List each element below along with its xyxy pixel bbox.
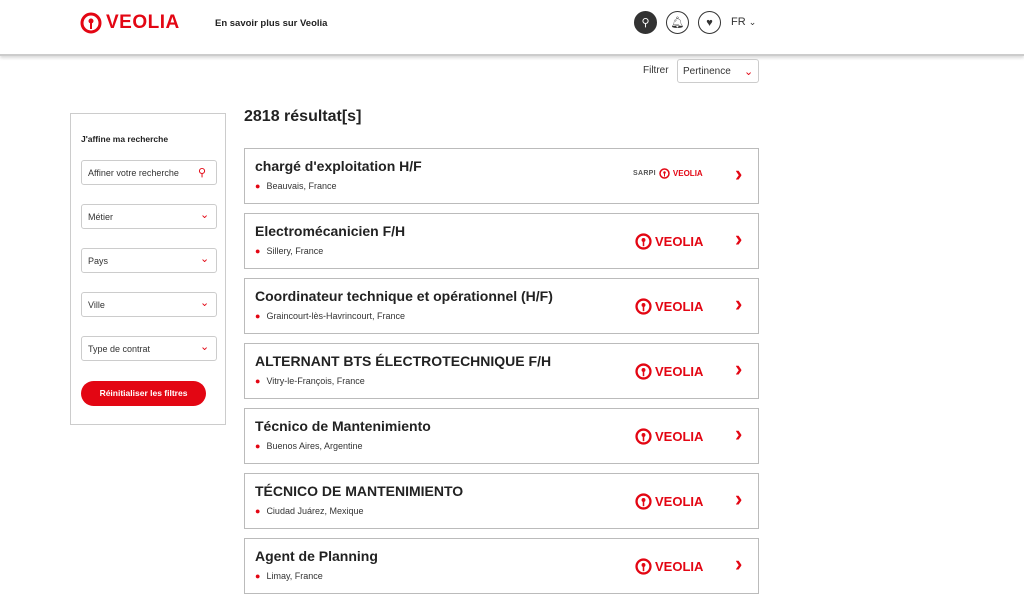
job-card[interactable] bbox=[244, 278, 759, 334]
veolia-logo-icon bbox=[635, 493, 652, 510]
veolia-logo-icon bbox=[80, 12, 102, 34]
search-placeholder: Affiner votre recherche bbox=[88, 168, 179, 178]
job-location bbox=[255, 376, 365, 386]
chevron-right-icon[interactable]: › bbox=[735, 291, 743, 316]
veolia-wordmark: VEOLIA bbox=[655, 364, 704, 379]
site-header bbox=[0, 0, 1024, 56]
job-location bbox=[255, 506, 364, 516]
job-title[interactable]: Técnico de Mantenimiento bbox=[255, 418, 431, 434]
veolia-wordmark: VEOLIA bbox=[655, 299, 704, 314]
filter-sidebar bbox=[70, 113, 226, 425]
location-text: Sillery, France bbox=[266, 246, 324, 256]
job-card[interactable] bbox=[244, 213, 759, 269]
chevron-down-icon: ⌄ bbox=[200, 341, 210, 353]
veolia-logo-icon bbox=[635, 428, 652, 445]
filter-label: Métier bbox=[88, 212, 114, 222]
job-title[interactable]: TÉCNICO DE MANTENIMIENTO bbox=[255, 483, 464, 499]
refine-search-input[interactable] bbox=[81, 160, 217, 185]
brand-name: VEOLIA bbox=[106, 12, 180, 33]
company-logo bbox=[635, 428, 703, 445]
chevron-right-icon[interactable]: › bbox=[735, 226, 743, 251]
veolia-logo-icon bbox=[635, 233, 652, 250]
job-title[interactable]: Electromécanicien F/H bbox=[255, 223, 406, 239]
location-pin-icon: ● bbox=[255, 376, 261, 386]
location-text: Limay, France bbox=[266, 571, 323, 581]
chevron-right-icon[interactable]: › bbox=[735, 421, 743, 446]
filter-ville[interactable] bbox=[81, 292, 217, 317]
job-card[interactable] bbox=[244, 538, 759, 594]
sort-value: Pertinence bbox=[683, 66, 731, 77]
company-logo bbox=[635, 298, 703, 315]
favorites-button[interactable] bbox=[698, 11, 721, 34]
location-text: Graincourt-lès-Havrincourt, France bbox=[266, 311, 405, 321]
chevron-down-icon: ⌄ bbox=[200, 209, 210, 221]
job-title[interactable]: Coordinateur technique et opérationnel (H/F) bbox=[255, 288, 553, 304]
chevron-right-icon[interactable]: › bbox=[735, 356, 743, 381]
location-text: Buenos Aires, Argentine bbox=[266, 441, 363, 451]
filter-metier[interactable] bbox=[81, 204, 217, 229]
location-pin-icon: ● bbox=[255, 571, 261, 581]
sort-select[interactable] bbox=[677, 59, 759, 83]
job-title[interactable]: chargé d'exploitation H/F bbox=[255, 158, 422, 174]
location-pin-icon: ● bbox=[255, 311, 261, 321]
bell-icon: 🔔︎ bbox=[670, 17, 685, 29]
veolia-wordmark: VEOLIA bbox=[672, 169, 703, 178]
job-location bbox=[255, 181, 336, 191]
chevron-down-icon: ⌄ bbox=[200, 297, 210, 309]
location-pin-icon: ● bbox=[255, 181, 261, 191]
chevron-right-icon[interactable]: › bbox=[735, 551, 743, 576]
language-label: FR bbox=[731, 16, 746, 28]
location-pin-icon: ● bbox=[255, 441, 261, 451]
filter-label: Ville bbox=[88, 300, 105, 310]
location-text: Beauvais, France bbox=[266, 181, 337, 191]
search-icon: ⚲ bbox=[198, 167, 207, 179]
job-card[interactable] bbox=[244, 148, 759, 204]
location-text: Ciudad Juárez, Mexique bbox=[266, 506, 364, 516]
chevron-down-icon: ⌄ bbox=[748, 17, 757, 27]
veolia-wordmark: VEOLIA bbox=[655, 559, 704, 574]
veolia-logo-icon bbox=[635, 363, 652, 380]
veolia-logo-icon bbox=[635, 558, 652, 575]
job-location bbox=[255, 441, 363, 451]
chevron-down-icon: ⌄ bbox=[744, 66, 754, 78]
job-location bbox=[255, 311, 405, 321]
search-button[interactable] bbox=[634, 11, 657, 34]
veolia-logo-icon bbox=[659, 168, 670, 179]
company-logo bbox=[635, 233, 703, 250]
company-logo bbox=[633, 168, 703, 179]
job-title[interactable]: Agent de Planning bbox=[255, 548, 378, 564]
company-logo bbox=[635, 363, 703, 380]
sort-label: Filtrer bbox=[643, 65, 669, 76]
location-pin-icon: ● bbox=[255, 246, 261, 256]
filter-label: Pays bbox=[88, 256, 109, 266]
notifications-button[interactable] bbox=[666, 11, 689, 34]
filter-pays[interactable] bbox=[81, 248, 217, 273]
job-location bbox=[255, 246, 323, 256]
veolia-wordmark: VEOLIA bbox=[655, 494, 704, 509]
sarpi-label: SARPI bbox=[633, 170, 656, 177]
heart-icon: ♥ bbox=[706, 16, 713, 29]
chevron-right-icon[interactable]: › bbox=[735, 161, 743, 186]
sidebar-title: J'affine ma recherche bbox=[81, 134, 169, 144]
language-selector[interactable] bbox=[731, 16, 756, 28]
job-card[interactable] bbox=[244, 343, 759, 399]
location-text: Vitry-le-François, France bbox=[266, 376, 365, 386]
about-veolia-link[interactable]: En savoir plus sur Veolia bbox=[215, 18, 328, 29]
filter-contract-type[interactable] bbox=[81, 336, 217, 361]
veolia-wordmark: VEOLIA bbox=[655, 234, 704, 249]
veolia-logo-icon bbox=[635, 298, 652, 315]
location-pin-icon: ● bbox=[255, 506, 261, 516]
company-logo bbox=[635, 493, 703, 510]
results-count: 2818 résultat[s] bbox=[244, 108, 362, 125]
chevron-down-icon: ⌄ bbox=[200, 253, 210, 265]
company-logo bbox=[635, 558, 703, 575]
search-icon: ⚲ bbox=[641, 17, 650, 29]
veolia-logo[interactable] bbox=[80, 12, 180, 34]
veolia-wordmark: VEOLIA bbox=[655, 429, 704, 444]
filter-label: Type de contrat bbox=[88, 344, 151, 354]
chevron-right-icon[interactable]: › bbox=[735, 486, 743, 511]
job-location bbox=[255, 571, 323, 581]
reset-filters-button[interactable]: Réinitialiser les filtres bbox=[81, 381, 206, 406]
job-title[interactable]: ALTERNANT BTS ÉLECTROTECHNIQUE F/H bbox=[255, 353, 552, 369]
job-card[interactable] bbox=[244, 408, 759, 464]
job-card[interactable] bbox=[244, 473, 759, 529]
